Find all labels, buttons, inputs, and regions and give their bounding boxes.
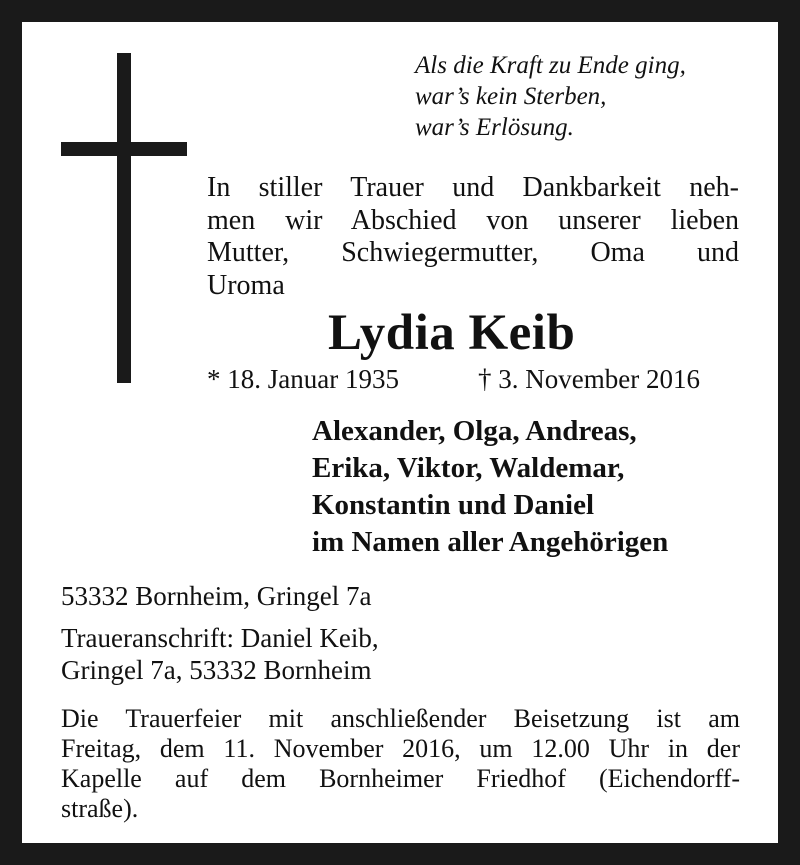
mourners-line: Alexander, Olga, Andreas, bbox=[312, 415, 637, 447]
ceremony-notice bbox=[61, 704, 740, 824]
mourning-address bbox=[61, 622, 379, 686]
cross-icon-bar bbox=[61, 142, 187, 156]
verse-line: Als die Kraft zu Ende ging, bbox=[415, 52, 686, 79]
mourners-line: im Namen aller Angehörigen bbox=[312, 526, 669, 558]
intro-line: men wir Abschied von unserer lieben bbox=[207, 204, 739, 236]
deceased-name: Lydia Keib bbox=[328, 305, 576, 361]
cross-icon bbox=[117, 53, 131, 383]
mourning-address-line: Traueranschrift: Daniel Keib, bbox=[61, 623, 379, 653]
intro-line: In stiller Trauer und Dankbarkeit neh- bbox=[207, 172, 739, 203]
mourners-list bbox=[312, 413, 668, 561]
ceremony-line: Kapelle auf dem Bornheimer Friedhof (Eichendorff- bbox=[61, 764, 740, 793]
verse bbox=[415, 50, 755, 143]
verse-line: war’s Erlösung. bbox=[415, 114, 574, 141]
mourners-line: Erika, Viktor, Waldemar, bbox=[312, 452, 625, 484]
death-date: † 3. November 2016 bbox=[478, 364, 700, 394]
verse-line: war’s kein Sterben, bbox=[415, 83, 607, 110]
ceremony-line: Freitag, dem 11. November 2016, um 12.00 Uhr in der bbox=[61, 734, 740, 763]
ceremony-line: Die Trauerfeier mit anschließender Beisetzung ist am bbox=[61, 704, 740, 733]
birth-date: * 18. Januar 1935 bbox=[207, 364, 399, 394]
intro-text bbox=[207, 172, 739, 302]
intro-line: Uroma bbox=[207, 269, 285, 301]
mourning-address-line: Gringel 7a, 53332 Bornheim bbox=[61, 655, 372, 685]
mourners-line: Konstantin und Daniel bbox=[312, 489, 595, 521]
intro-line: Mutter, Schwiegermutter, Oma und bbox=[207, 237, 739, 268]
address: 53332 Bornheim, Gringel 7a bbox=[61, 581, 372, 611]
ceremony-line: straße). bbox=[61, 794, 139, 823]
